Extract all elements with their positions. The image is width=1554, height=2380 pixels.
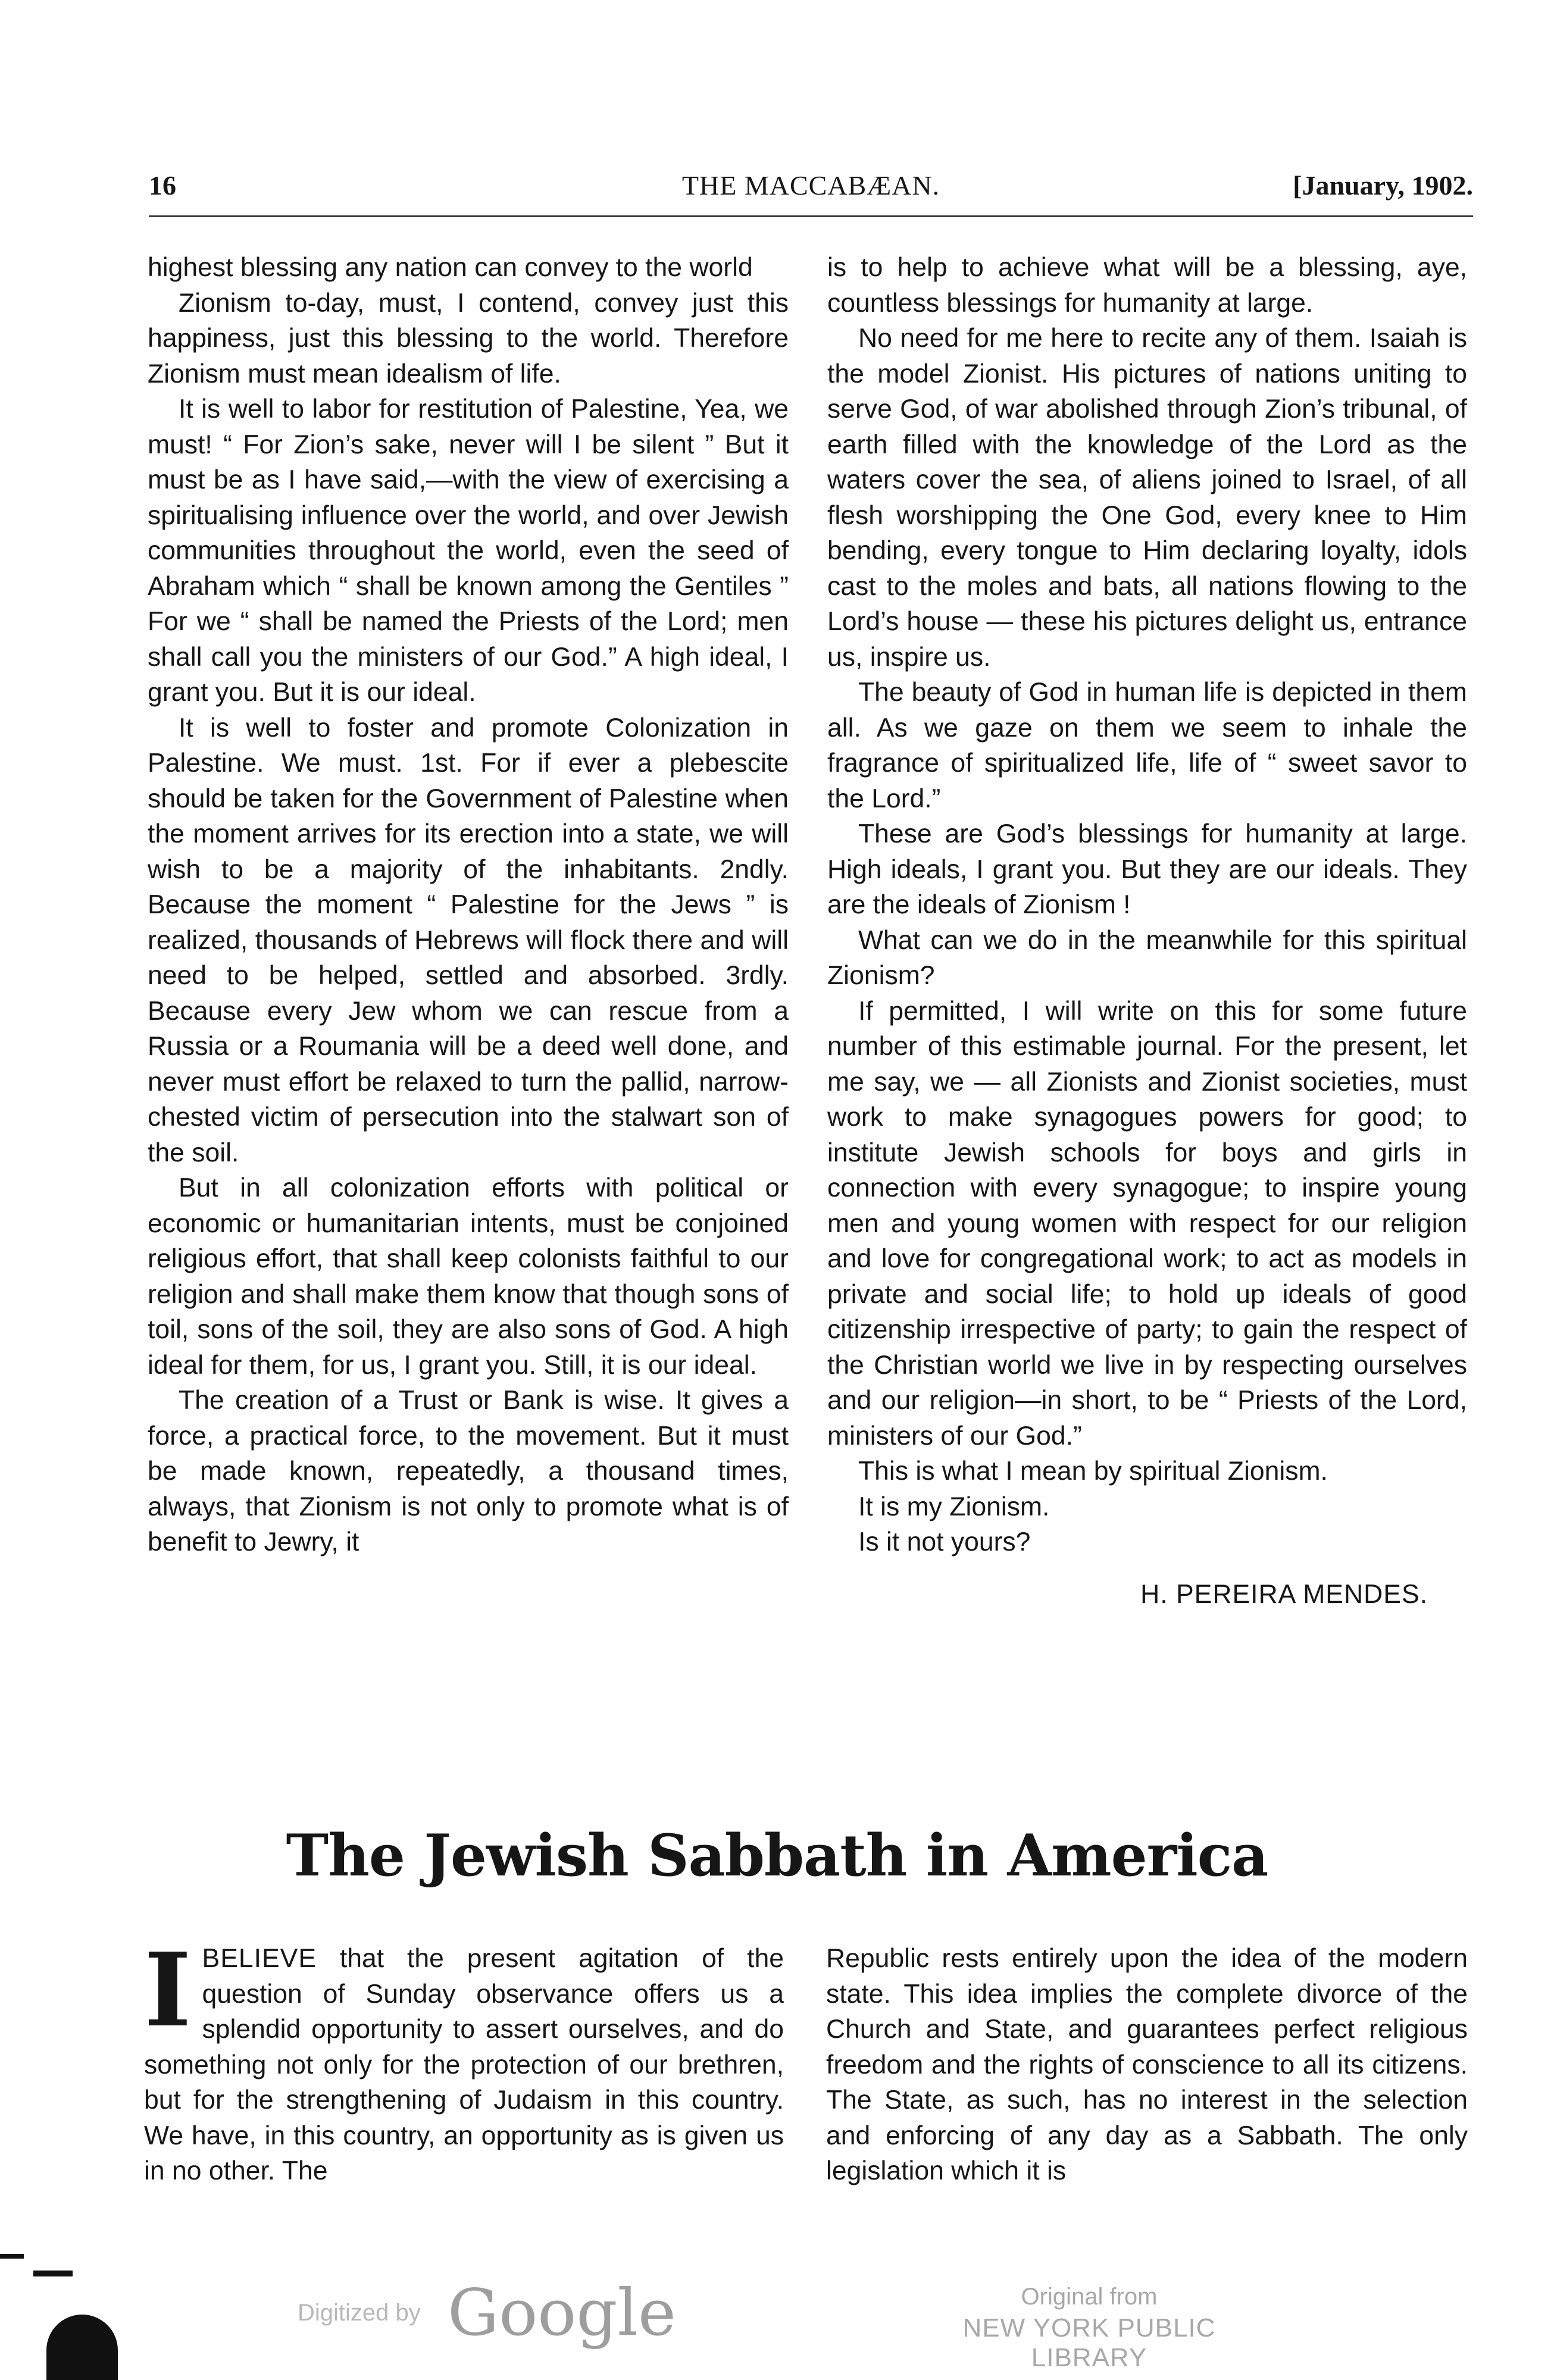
digitized-by-label: Digitized by [298,2300,421,2326]
paragraph: It is my Zionism. [858,1492,1050,1521]
paragraph: No need for me here to recite any of them. Isaiah is the model Zionist. His pictures of nations uniting to serve God, of war abolished through Zion’s tribunal, of earth filled with the knowledge of the Lord as the waters cover the sea, of aliens joined to Israel, of all flesh worshipping the One God, every knee to Him bending, every tongue to Him declaring loyalty, idols cast to the moles and bats, all nations flowing to the Lord’s house — these his pictures delight us, entrance us, inspire us. [827,324,1467,672]
journal-title: THE MACCABÆAN. [681,170,940,201]
paragraph: Is it not yours? [858,1527,1031,1557]
page-number: 16 [149,170,176,201]
lead-words: BELIEVE [202,1944,317,1973]
paragraph: Republic rests entirely upon the idea of the modern state. This idea implies the complete divorce of the Church and State, and guarantees perfect religious freedom and the rights of conscience to all its citizens. The State, as such, has no interest in the selection and enforcing of any day as a Sabbath. The only legislation which it is [826,1944,1468,2185]
paragraph: highest blessing any nation can convey to the world [148,253,753,282]
paragraph: These are God’s blessings for humanity at large. High ideals, I grant you. But they are our ideals. They are the ideals of Zionism ! [827,819,1467,919]
paragraph: The beauty of God in human life is depicted in them all. As we gaze on them we seem to inhale the fragrance of spiritualized life, life of “ sweet savor to the Lord.” [827,678,1467,813]
article2-column-right [826,1941,1468,2189]
paragraph: is to help to achieve what will be a blessing, aye, countless blessings for humanity at large. [827,253,1467,318]
google-logo: Google [448,2276,676,2350]
article1-column-right [827,250,1467,1612]
paragraph: It is well to labor for restitution of Palestine, Yea, we must! “ For Zion’s sake, never will I be silent ” But it must be as I have said,—with the view of exercising a spiritualising influence over the world, and over Jewish communities throughout the world, even the seed of Abraham which “ shall be known among the Gentiles ” For we “ shall be named the Priests of the Lord; men shall call you the ministers of our God.” A high ideal, I grant you. But it is our ideal. [148,394,789,707]
article2-column-left [144,1931,784,2189]
library-name: NEW YORK PUBLIC LIBRARY [962,2313,1216,2372]
issue-date: [January, 1902. [1293,170,1473,201]
paragraph: It is well to foster and promote Colonization in Palestine. We must. 1st. For if ever a plebescite should be taken for the Government of Palestine when the moment arrives for its erection into a state, we will wish to be a majority of the inhabitants. 2ndly. Because the moment “ Palestine for the Jews ” is realized, thousands of Hebrews will flock there and will need to be helped, settled and absorbed. 3rdly. Because every Jew whom we can rescue from a Russia or a Roumania will be a deed well done, and never must effort be relaxed to turn the pallid, narrow-chested victim of persecution into the stalwart son of the soil. [148,713,789,1167]
paragraph: The creation of a Trust or Bank is wise. It gives a force, a practical force, to the movement. But it must be made known, repeatedly, a thousand times, always, that Zionism is not only to promote what is of benefit to Jewry, it [148,1386,789,1557]
scan-artifact [33,2271,73,2276]
drop-cap: I [144,1931,192,2050]
paragraph: But in all colonization efforts with political or economic or humanitarian intents, must be conjoined religious effort, that shall keep colonists faithful to our religion and shall make them know that though sons of toil, sons of the soil, they are also sons of God. A high ideal for them, for us, I grant you. Still, it is our ideal. [148,1173,789,1380]
paragraph: Zionism to-day, must, I contend, convey just this happiness, just this blessing to the world. Therefore Zionism must mean idealism of life. [148,288,789,389]
paragraph: This is what I mean by spiritual Zionism. [858,1457,1328,1486]
original-from-label: Original from [1021,2284,1158,2310]
scan-artifact [46,2315,118,2380]
running-head [149,170,1473,211]
paragraph: If permitted, I will write on this for some future number of this estimable journal. For the present, let me say, we — all Zionists and Zionist societies, must work to make synagogues powers for good; to institute Jewish schools for boys and girls in connection with every synagogue; to inspire young men and young women with respect for our religion and love for congregational work; to act as models in private and social life; to hold up ideals of good citizenship irrespective of party; to gain the respect of the Christian world we live in by respecting ourselves and our religion—in short, to be “ Priests of the Lord, ministers of our God.” [827,996,1467,1451]
header-rule [149,215,1473,217]
paragraph: What can we do in the meanwhile for this spiritual Zionism? [827,925,1467,990]
paragraph [144,1931,784,2189]
scan-artifact [0,2254,24,2259]
article1-column-left [148,250,789,1560]
article2-title: The Jewish Sabbath in America [286,1822,1268,1889]
author-signature: H. PEREIRA MENDES. [1140,1579,1428,1609]
paragraph-text: that the present agitation of the question of Sunday observance offers us a splendid opportunity to assert ourselves, and do something not only for the protection of our brethren, but for the strengthening of Judaism in this country. We have, in this country, an opportunity as is given us in no other. The [144,1944,784,2185]
